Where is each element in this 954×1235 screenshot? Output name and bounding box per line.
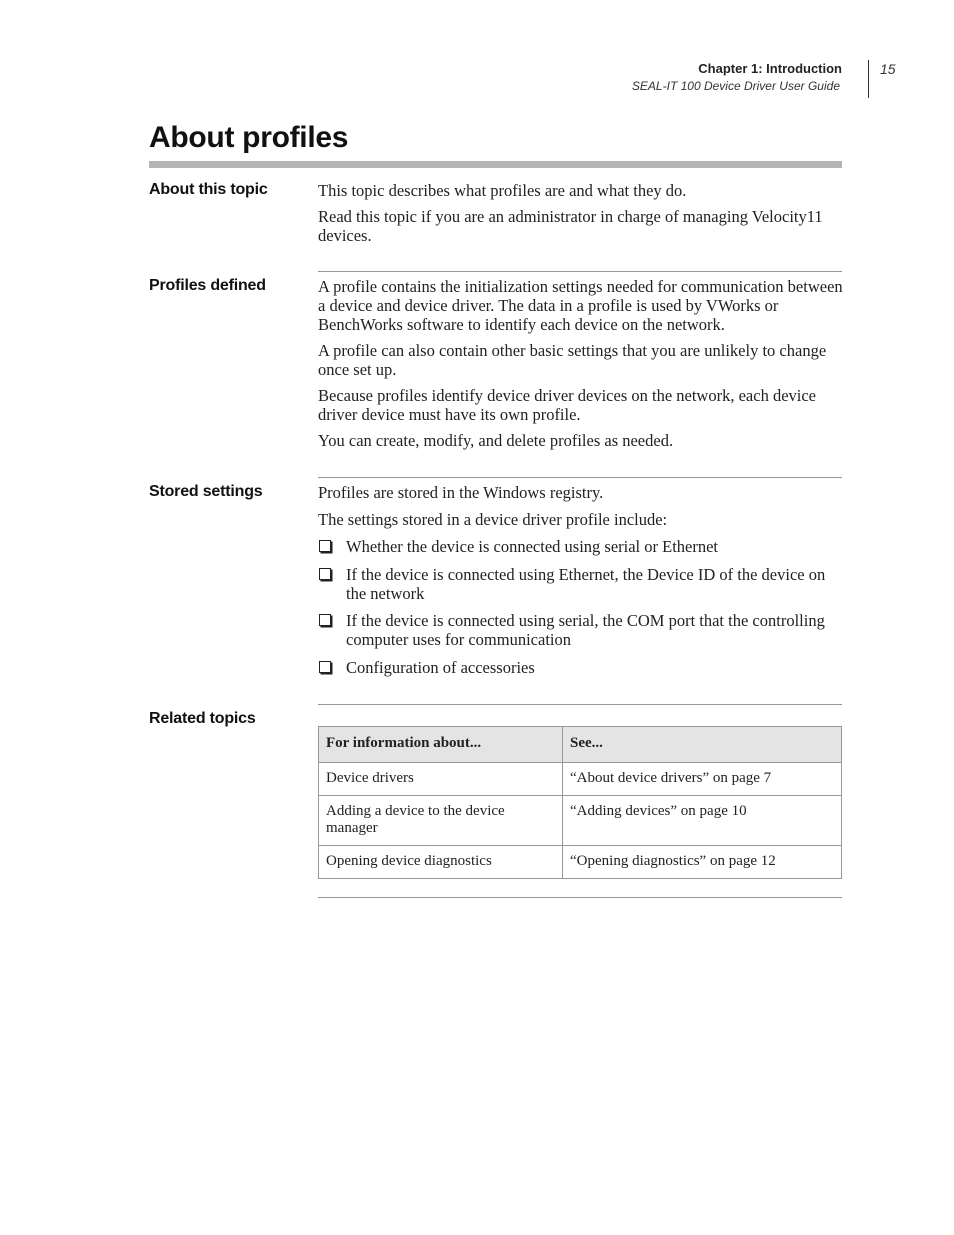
paragraph: A profile contains the initialization settings needed for communication between a device and device driver. The data in a profile is used by VWorks or BenchWorks software to identify each device on the network.: [318, 277, 843, 334]
section-about-this-topic: [318, 181, 844, 245]
paragraph: Profiles are stored in the Windows registry.: [318, 483, 604, 502]
page-title: About profiles: [149, 121, 349, 154]
table-cell: Opening device diagnostics: [319, 846, 563, 879]
header-divider: [868, 60, 869, 98]
running-header-chapter: Chapter 1: Introduction: [698, 61, 842, 76]
table-cell: “Opening diagnostics” on page 12: [563, 846, 842, 879]
table-row: [319, 796, 842, 846]
list-item: Whether the device is connected using serial or Ethernet: [318, 537, 844, 556]
paragraph: Read this topic if you are an administrator in charge of managing Velocity11 devices.: [318, 207, 823, 245]
table-row: [319, 763, 842, 796]
section-divider: [318, 704, 842, 705]
paragraph: A profile can also contain other basic settings that you are unlikely to change once set up.: [318, 341, 827, 379]
related-topics-table: [318, 726, 842, 879]
checkbox-bullet-icon: [319, 568, 331, 580]
paragraph: You can create, modify, and delete profiles as needed.: [318, 431, 674, 450]
sidehead-stored-settings: Stored settings: [149, 483, 263, 500]
table-cell: Device drivers: [319, 763, 563, 796]
table-row: [319, 846, 842, 879]
sidehead-profiles-defined: Profiles defined: [149, 277, 266, 294]
checkbox-bullet-icon: [319, 614, 331, 626]
running-header-guide-title: SEAL-IT 100 Device Driver User Guide: [631, 79, 840, 93]
section-profiles-defined: [318, 277, 844, 450]
section-divider: [318, 477, 842, 478]
paragraph: The settings stored in a device driver profile include:: [318, 510, 668, 529]
sidehead-about-this-topic: About this topic: [149, 181, 268, 198]
section-divider: [318, 271, 842, 272]
section-stored-settings: [318, 483, 844, 677]
checkbox-bullet-icon: [319, 540, 331, 552]
column-header: See...: [563, 727, 842, 763]
page-number: 15: [880, 61, 896, 77]
settings-list: [318, 537, 844, 677]
paragraph: This topic describes what profiles are and what they do.: [318, 181, 687, 200]
table-cell: “About device drivers” on page 7: [563, 763, 842, 796]
list-item: If the device is connected using serial, the COM port that the controlling computer uses for communication: [318, 611, 844, 649]
checkbox-bullet-icon: [319, 661, 331, 673]
list-item: Configuration of accessories: [318, 658, 844, 677]
paragraph: Because profiles identify device driver devices on the network, each device driver device must have its own profile.: [318, 386, 816, 424]
sidehead-related-topics: Related topics: [149, 710, 256, 727]
column-header: For information about...: [319, 727, 563, 763]
list-item: If the device is connected using Ethernet, the Device ID of the device on the network: [318, 565, 844, 603]
table-header-row: [319, 727, 842, 763]
table-cell: “Adding devices” on page 10: [563, 796, 842, 846]
title-underline-bar: [149, 161, 842, 168]
table-cell: Adding a device to the device manager: [319, 796, 563, 846]
section-divider: [318, 897, 842, 898]
